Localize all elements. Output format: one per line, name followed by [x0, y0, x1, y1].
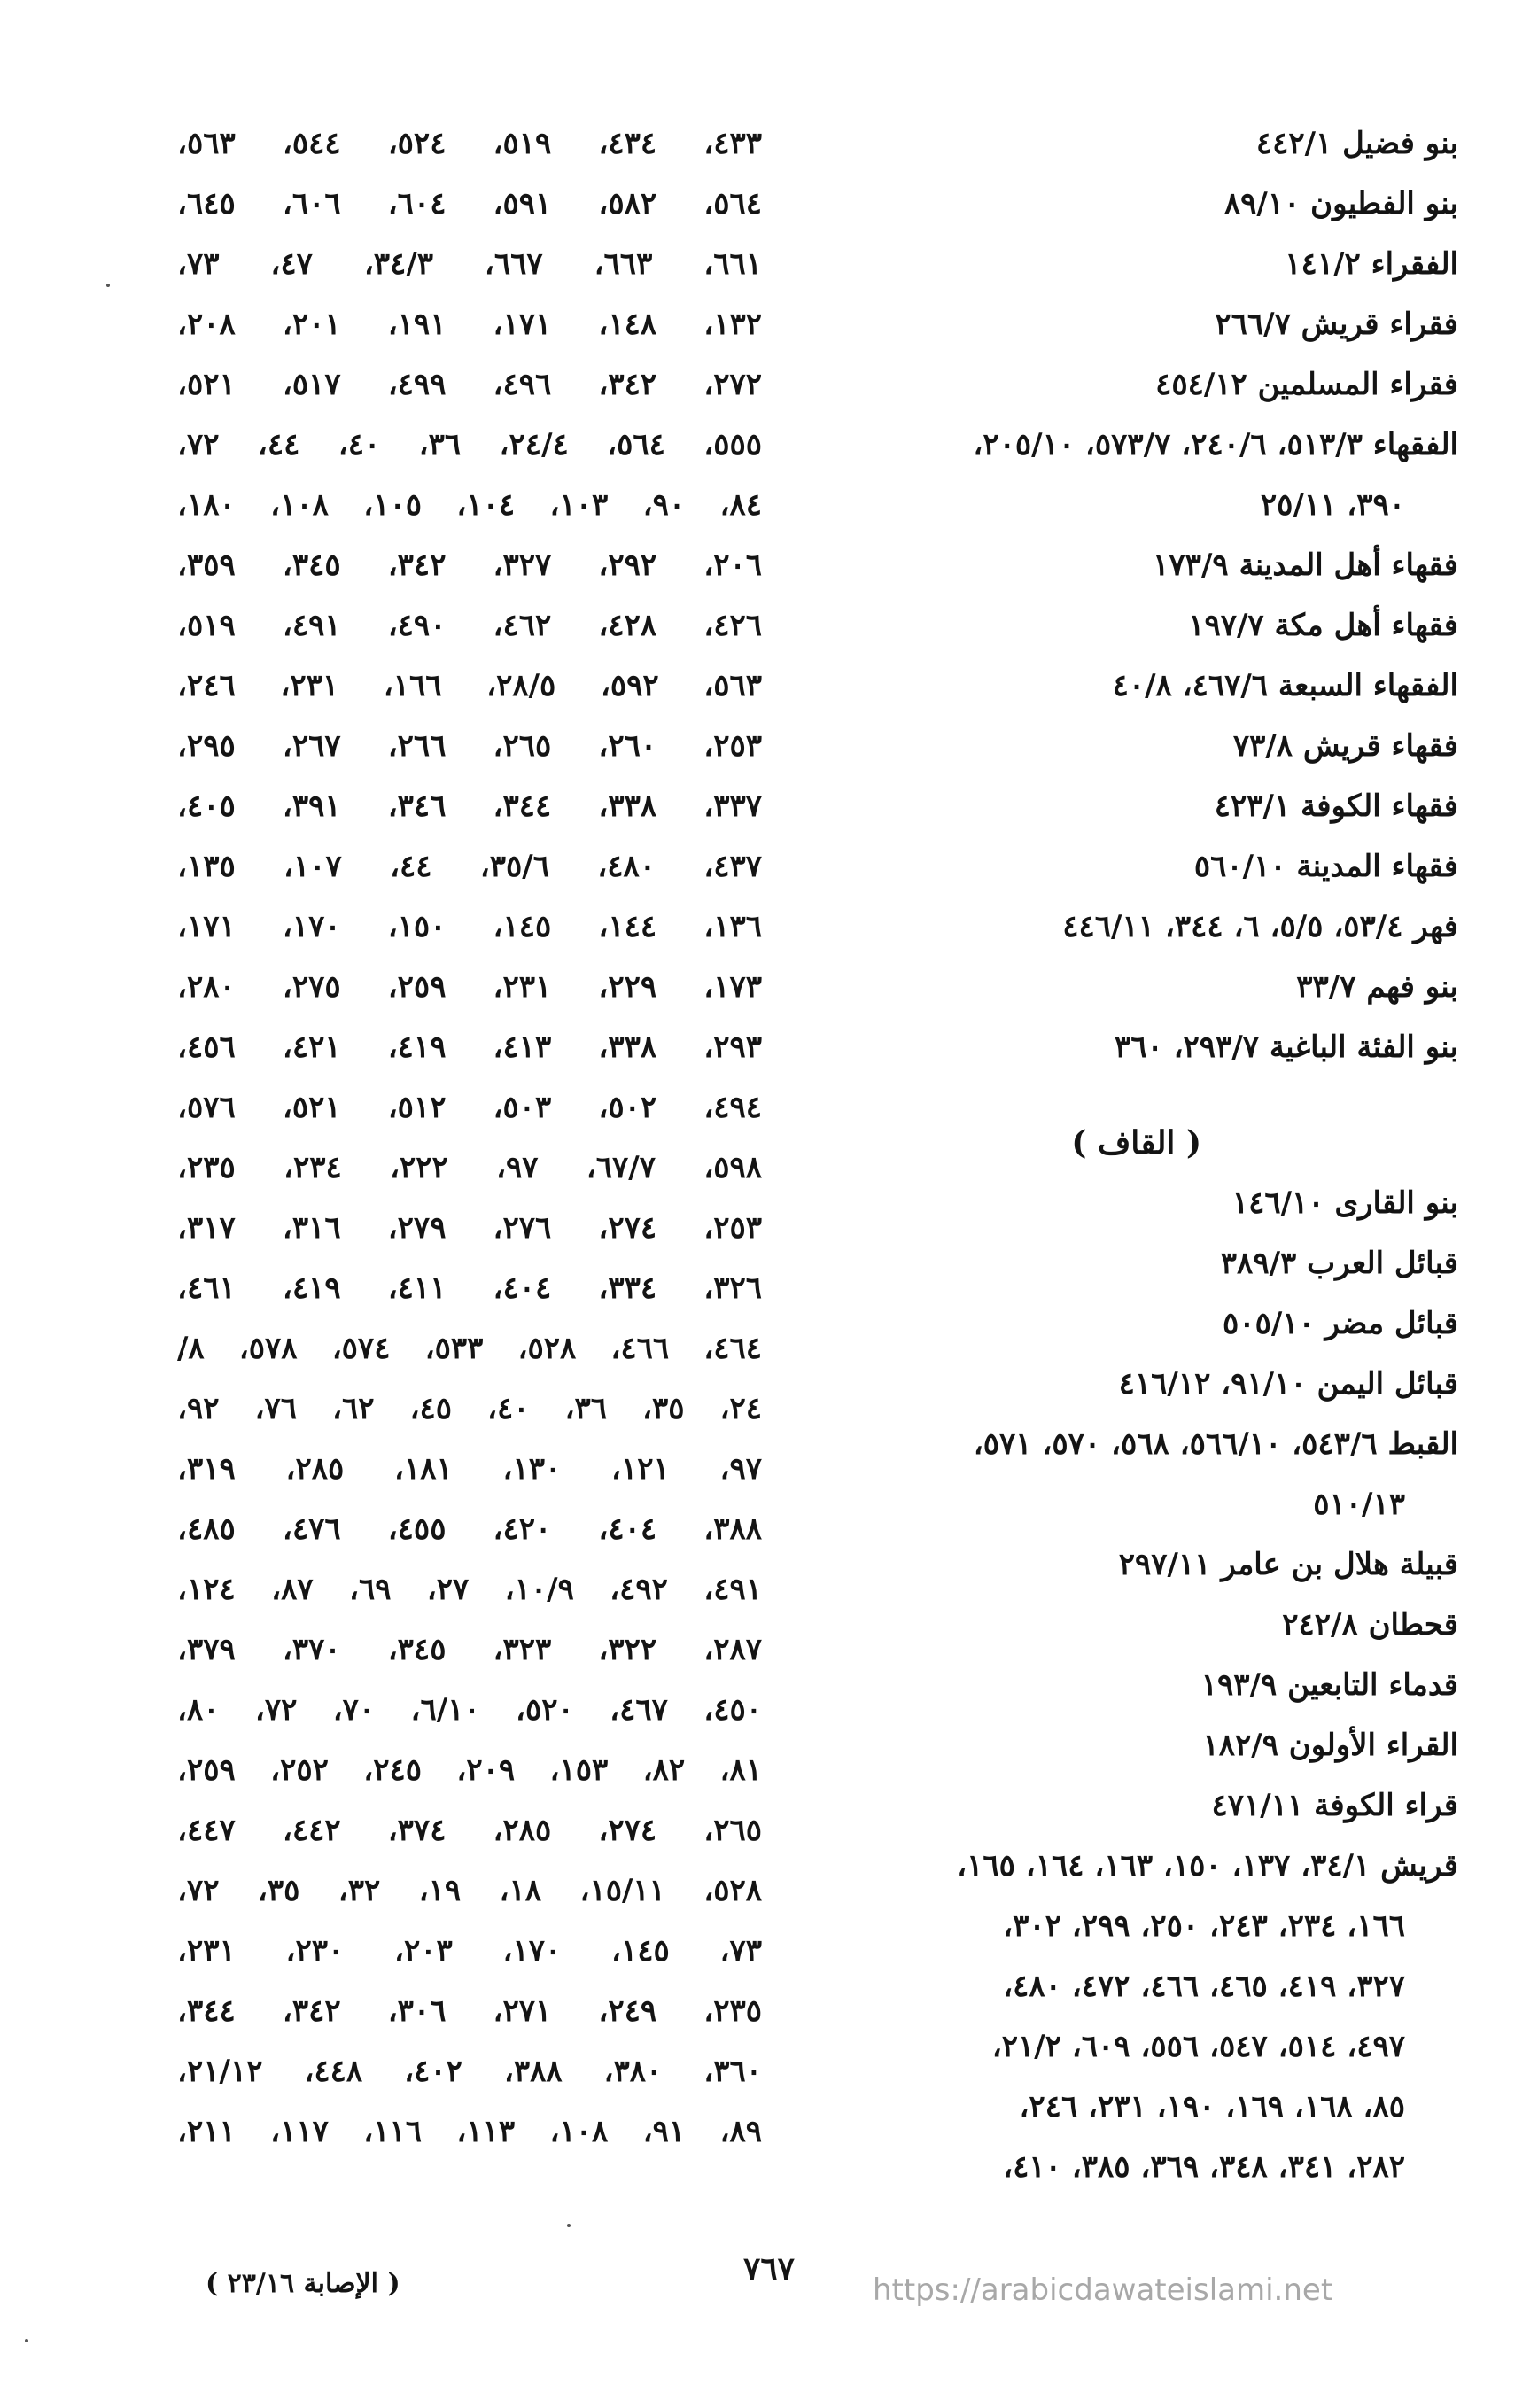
index-entry: قراء الكوفة ٤٧١/١١	[1211, 1788, 1458, 1823]
index-entry: فهر ٥٣/٤، ٥/٥، ٦، ٣٤٤، ٤٤٦/١١	[1062, 909, 1458, 944]
section-heading-qaf: ( القاف )	[1071, 1124, 1201, 1161]
index-entry: فقراء المسلمين ٤٥٤/١٢	[1155, 367, 1458, 402]
index-line-continuation: ٢٤، ٣٥، ٣٦، ٤٠، ٤٥، ٦٢، ٧٦، ٩٢،	[177, 1391, 762, 1426]
index-line-continuation: ٤٦٤، ٤٦٦، ٥٢٨، ٥٣٣، ٥٧٤، ٥٧٨، ٨/	[177, 1331, 762, 1366]
index-entry: فقهاء أهل مكة ١٩٧/٧	[1188, 608, 1458, 643]
index-entry: فقراء قريش ٢٦٦/٧	[1215, 307, 1458, 342]
index-line-continuation: ٢٦٥، ٢٧٤، ٢٨٥، ٣٧٤، ٤٤٢، ٤٤٧،	[177, 1813, 762, 1848]
index-entry: القبط ٥٤٣/٦، ٥٦٦/١٠، ٥٦٨، ٥٧٠، ٥٧١،	[973, 1426, 1458, 1462]
index-line-continuation: ٥٩٨، ٦٧/٧، ٩٧، ٢٢٢، ٢٣٤، ٢٣٥،	[177, 1150, 762, 1185]
index-line-continuation: ٣٩٠، ٢٥/١١	[1260, 487, 1405, 523]
watermark-url: https://arabicdawateislami.net	[873, 2272, 1333, 2308]
scan-speck	[25, 2339, 28, 2342]
index-entry: قحطان ٢٤٢/٨	[1282, 1607, 1458, 1643]
index-entry: فقهاء قريش ٧٣/٨	[1232, 728, 1458, 764]
index-line-continuation: ٨٤، ٩٠، ١٠٣، ١٠٤، ١٠٥، ١٠٨، ١٨٠،	[177, 487, 762, 523]
right-index-column	[750, 113, 1458, 2197]
footnote-reference: ( الإصابة ٢٣/١٦ )	[206, 2268, 400, 2299]
index-line-continuation: ٩٧، ١٢١، ١٣٠، ١٨١، ٢٨٥، ٣١٩،	[177, 1451, 762, 1487]
index-line-continuation: ٨٩، ٩١، ١٠٨، ١١٣، ١١٦، ١١٧، ٢١١،	[177, 2114, 762, 2149]
index-line-continuation: ٢٩٣، ٣٣٨، ٤١٣، ٤١٩، ٤٢١، ٤٥٦،	[177, 1029, 762, 1065]
index-entry: فقهاء الكوفة ٤٢٣/١	[1214, 788, 1458, 824]
index-line-continuation: ٧٣، ١٤٥، ١٧٠، ٢٠٣، ٢٣٠، ٢٣١،	[177, 1933, 762, 1969]
index-line-continuation: ٤٣٣، ٤٣٤، ٥١٩، ٥٢٤، ٥٤٤، ٥٦٣،	[177, 126, 762, 161]
index-entry: قبائل مضر ٥٠٥/١٠	[1223, 1306, 1458, 1341]
index-line-continuation: ٦٦١، ٦٦٣، ٦٦٧، ٣٤/٣، ٤٧، ٧٣،	[177, 246, 762, 282]
scan-speck	[106, 284, 110, 287]
index-line-continuation: ٤٢٦، ٤٢٨، ٤٦٢، ٤٩٠، ٤٩١، ٥١٩،	[177, 608, 762, 643]
index-line-continuation: ٤٩٧، ٥١٤، ٥٤٧، ٥٥٦، ٦٠٩، ٢١/٢،	[991, 2029, 1405, 2064]
index-entry: قريش ٣٤/١، ١٣٧، ١٥٠، ١٦٣، ١٦٤، ١٦٥،	[957, 1848, 1458, 1884]
index-line-continuation: ٣٨٨، ٤٠٤، ٤٢٠، ٤٥٥، ٤٧٦، ٤٨٥،	[177, 1511, 762, 1547]
index-line-continuation: ٣٢٦، ٣٣٤، ٤٠٤، ٤١١، ٤١٩، ٤٦١،	[177, 1270, 762, 1306]
index-entry: بنو الفطيون ٨٩/١٠	[1223, 186, 1458, 221]
left-index-column	[177, 113, 762, 2162]
index-line-continuation: ٥١٠/١٣	[1313, 1487, 1405, 1522]
index-line-continuation: ١٧٣، ٢٢٩، ٢٣١، ٢٥٩، ٢٧٥، ٢٨٠،	[177, 969, 762, 1005]
index-line-continuation: ٤٥٠، ٤٦٧، ٥٢٠، ٦/١٠، ٧٠، ٧٢، ٨٠،	[177, 1692, 762, 1728]
index-entry: بنو الفئة الباغية ٢٩٣/٧، ٣٦٠	[1114, 1029, 1458, 1065]
index-entry: بنو القارى ١٤٦/١٠	[1231, 1185, 1458, 1221]
index-line-continuation: ٢٣٥، ٢٤٩، ٢٧١، ٣٠٦، ٣٤٢، ٣٤٤،	[177, 1993, 762, 2029]
index-entry: فقهاء أهل المدينة ١٧٣/٩	[1153, 548, 1458, 583]
index-line-continuation: ٢٥٣، ٢٦٠، ٢٦٥، ٢٦٦، ٢٦٧، ٢٩٥،	[177, 728, 762, 764]
index-entry: قبائل العرب ٣٨٩/٣	[1220, 1246, 1458, 1281]
index-line-continuation: ٥٦٣، ٥٩٢، ٢٨/٥، ١٦٦، ٢٣١، ٢٤٦،	[177, 668, 762, 703]
index-line-continuation: ٢٥٣، ٢٧٤، ٢٧٦، ٢٧٩، ٣١٦، ٣١٧،	[177, 1210, 762, 1246]
index-line-continuation: ٤٣٧، ٤٨٠، ٣٥/٦، ٤٤، ١٠٧، ١٣٥،	[177, 849, 762, 884]
index-entry: فقهاء المدينة ٥٦٠/١٠	[1193, 849, 1458, 884]
index-entry: الفقراء ١٤١/٢	[1285, 246, 1458, 282]
index-line-continuation: ٢٠٦، ٢٩٢، ٣٢٧، ٣٤٢، ٣٤٥، ٣٥٩،	[177, 548, 762, 583]
index-line-continuation: ١٣٦، ١٤٤، ١٤٥، ١٥٠، ١٧٠، ١٧١،	[177, 909, 762, 944]
index-line-continuation: ٢٨٢، ٣٤١، ٣٤٨، ٣٦٩، ٣٨٥، ٤١٠،	[1003, 2149, 1405, 2185]
index-line-continuation: ٢٧٢، ٣٤٢، ٤٩٦، ٤٩٩، ٥١٧، ٥٢١،	[177, 367, 762, 402]
index-line-continuation: ٥٥٥، ٥٦٤، ٢٤/٤، ٣٦، ٤٠، ٤٤، ٧٢،	[177, 427, 762, 462]
page-number: ٧٦٧	[742, 2250, 795, 2288]
index-line-continuation: ٤٩٤، ٥٠٢، ٥٠٣، ٥١٢، ٥٢١، ٥٧٦،	[177, 1090, 762, 1125]
index-line-continuation: ٣٦٠، ٣٨٠، ٣٨٨، ٤٠٢، ٤٤٨، ٢١/١٢،	[177, 2054, 762, 2089]
index-entry: الفقهاء السبعة ٤٦٧/٦، ٤٠/٨	[1112, 668, 1458, 703]
index-entry: بنو فضيل ٤٤٢/١	[1255, 126, 1458, 161]
scan-speck	[567, 2224, 571, 2227]
index-entry: القراء الأولون ١٨٢/٩	[1202, 1728, 1458, 1763]
index-line-continuation: ٣٣٧، ٣٣٨، ٣٤٤، ٣٤٦، ٣٩١، ٤٠٥،	[177, 788, 762, 824]
index-line-continuation: ٥٦٤، ٥٨٢، ٥٩١، ٦٠٤، ٦٠٦، ٦٤٥،	[177, 186, 762, 221]
index-line-continuation: ٥٢٨، ١٥/١١، ١٨، ١٩، ٣٢، ٣٥، ٧٢،	[177, 1873, 762, 1908]
index-line-continuation: ٨١، ٨٢، ١٥٣، ٢٠٩، ٢٤٥، ٢٥٢، ٢٥٩،	[177, 1752, 762, 1788]
index-line-continuation: ٤٩١، ٤٩٢، ١٠/٩، ٢٧، ٦٩، ٨٧، ١٢٤،	[177, 1572, 762, 1607]
index-entry: بنو فهم ٣٣/٧	[1296, 969, 1458, 1005]
index-entry: قبائل اليمن ٩١/١٠، ٤١٦/١٢	[1118, 1366, 1458, 1402]
index-line-continuation: ١٦٦، ٢٣٤، ٢٤٣، ٢٥٠، ٢٩٩، ٣٠٢،	[1003, 1908, 1405, 1944]
index-entry: الفقهاء ٥١٣/٣، ٢٤٠/٦، ٥٧٣/٧، ٢٠٥/١٠،	[973, 427, 1458, 462]
index-entry: قبيلة هلال بن عامر ٢٩٧/١١	[1118, 1547, 1458, 1582]
index-line-continuation: ٣٢٧، ٤١٩، ٤٦٥، ٤٦٦، ٤٧٢، ٤٨٠،	[1003, 1969, 1405, 2004]
index-entry: قدماء التابعين ١٩٣/٩	[1200, 1667, 1458, 1703]
index-line-continuation: ١٣٢، ١٤٨، ١٧١، ١٩١، ٢٠١، ٢٠٨،	[177, 307, 762, 342]
index-line-continuation: ٢٨٧، ٣٢٢، ٣٢٣، ٣٤٥، ٣٧٠، ٣٧٩،	[177, 1632, 762, 1667]
index-line-continuation: ٨٥، ١٦٨، ١٦٩، ١٩٠، ٢٣١، ٢٤٦،	[1019, 2089, 1405, 2124]
